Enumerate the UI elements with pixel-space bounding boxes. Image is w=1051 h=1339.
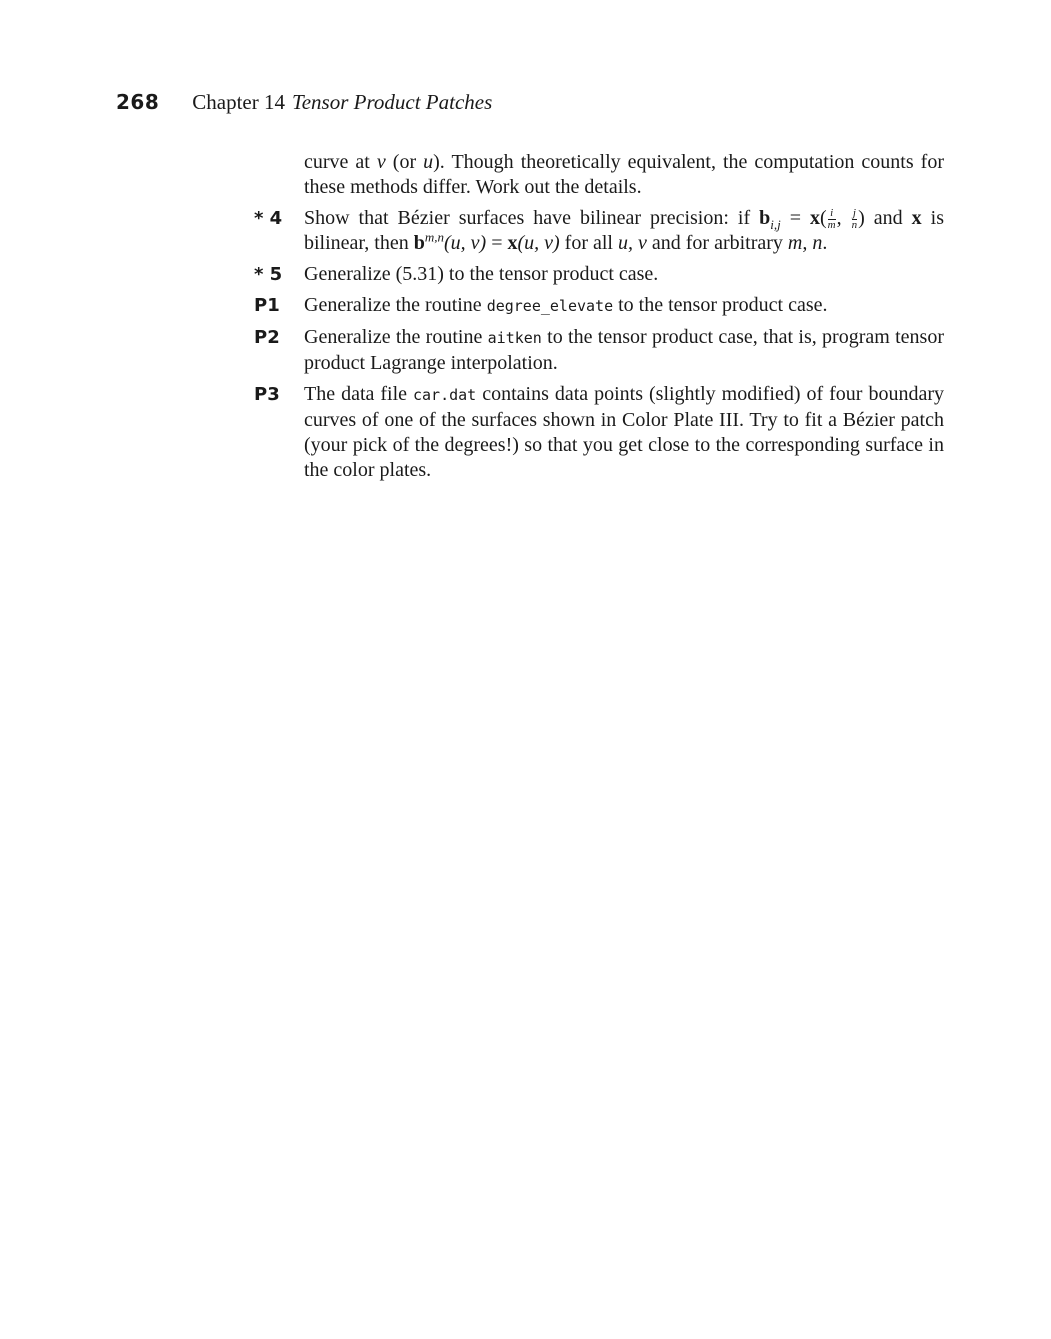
exercise-text: Show that Bézier surfaces have bilinear precision: if $b_{i,j} = x$( $\frac{i}{m}$ , $\frac{j}{n}$ ) and x is bilinear, then $b^{m,n}(u$, v) = x(u, v) for all u, v and for arbitrary m, n. [304,206,945,254]
exercise-text: Generalize the routine aitken to the tensor product case, that is, program tensor product Lagrange interpolation. [304,326,945,374]
exercise-label: P3 [254,384,280,405]
exercise-list [254,150,944,489]
exercise-label: * 4 [254,208,283,229]
code-routine-name: aitken [487,329,542,347]
page-number: 268 [116,90,160,114]
fraction-j-over-n: $\frac{j}{n}$ [851,206,858,231]
code-routine-name: degree_elevate [486,297,614,315]
exercise-4 [254,206,944,256]
chapter-title: Tensor Product Patches [291,90,493,114]
continuation-paragraph: curve at v (or u). Though theoretically equivalent, the computation counts for these methods differ. Work out the details. [304,151,944,198]
running-header [116,90,492,120]
exercise-label: P1 [254,295,280,316]
exercise-p2 [254,325,944,376]
exercise-label: P2 [254,327,280,348]
exercise-text: Generalize the routine degree_elevate to the tensor product case. [304,294,828,316]
code-file-name: car.dat [413,386,477,404]
exercise-label: * 5 [254,264,283,285]
fraction-i-over-m: $\frac{i}{m}$ [827,206,836,231]
exercise-text: The data file car.dat contains data points (slightly modified) of four boundary curves of one of the surfaces shown in Color Plate III. Try to fit a Bézier patch (your pick of the degrees!) so that you get close to the corresponding surface in the color plates. [304,383,944,481]
exercise-p1 [254,293,944,319]
chapter-label: Chapter 14 [192,90,285,114]
exercise-text: Generalize (5.31) to the tensor product case. [304,263,659,285]
exercise-p3 [254,382,944,483]
exercise-5 [254,262,944,287]
